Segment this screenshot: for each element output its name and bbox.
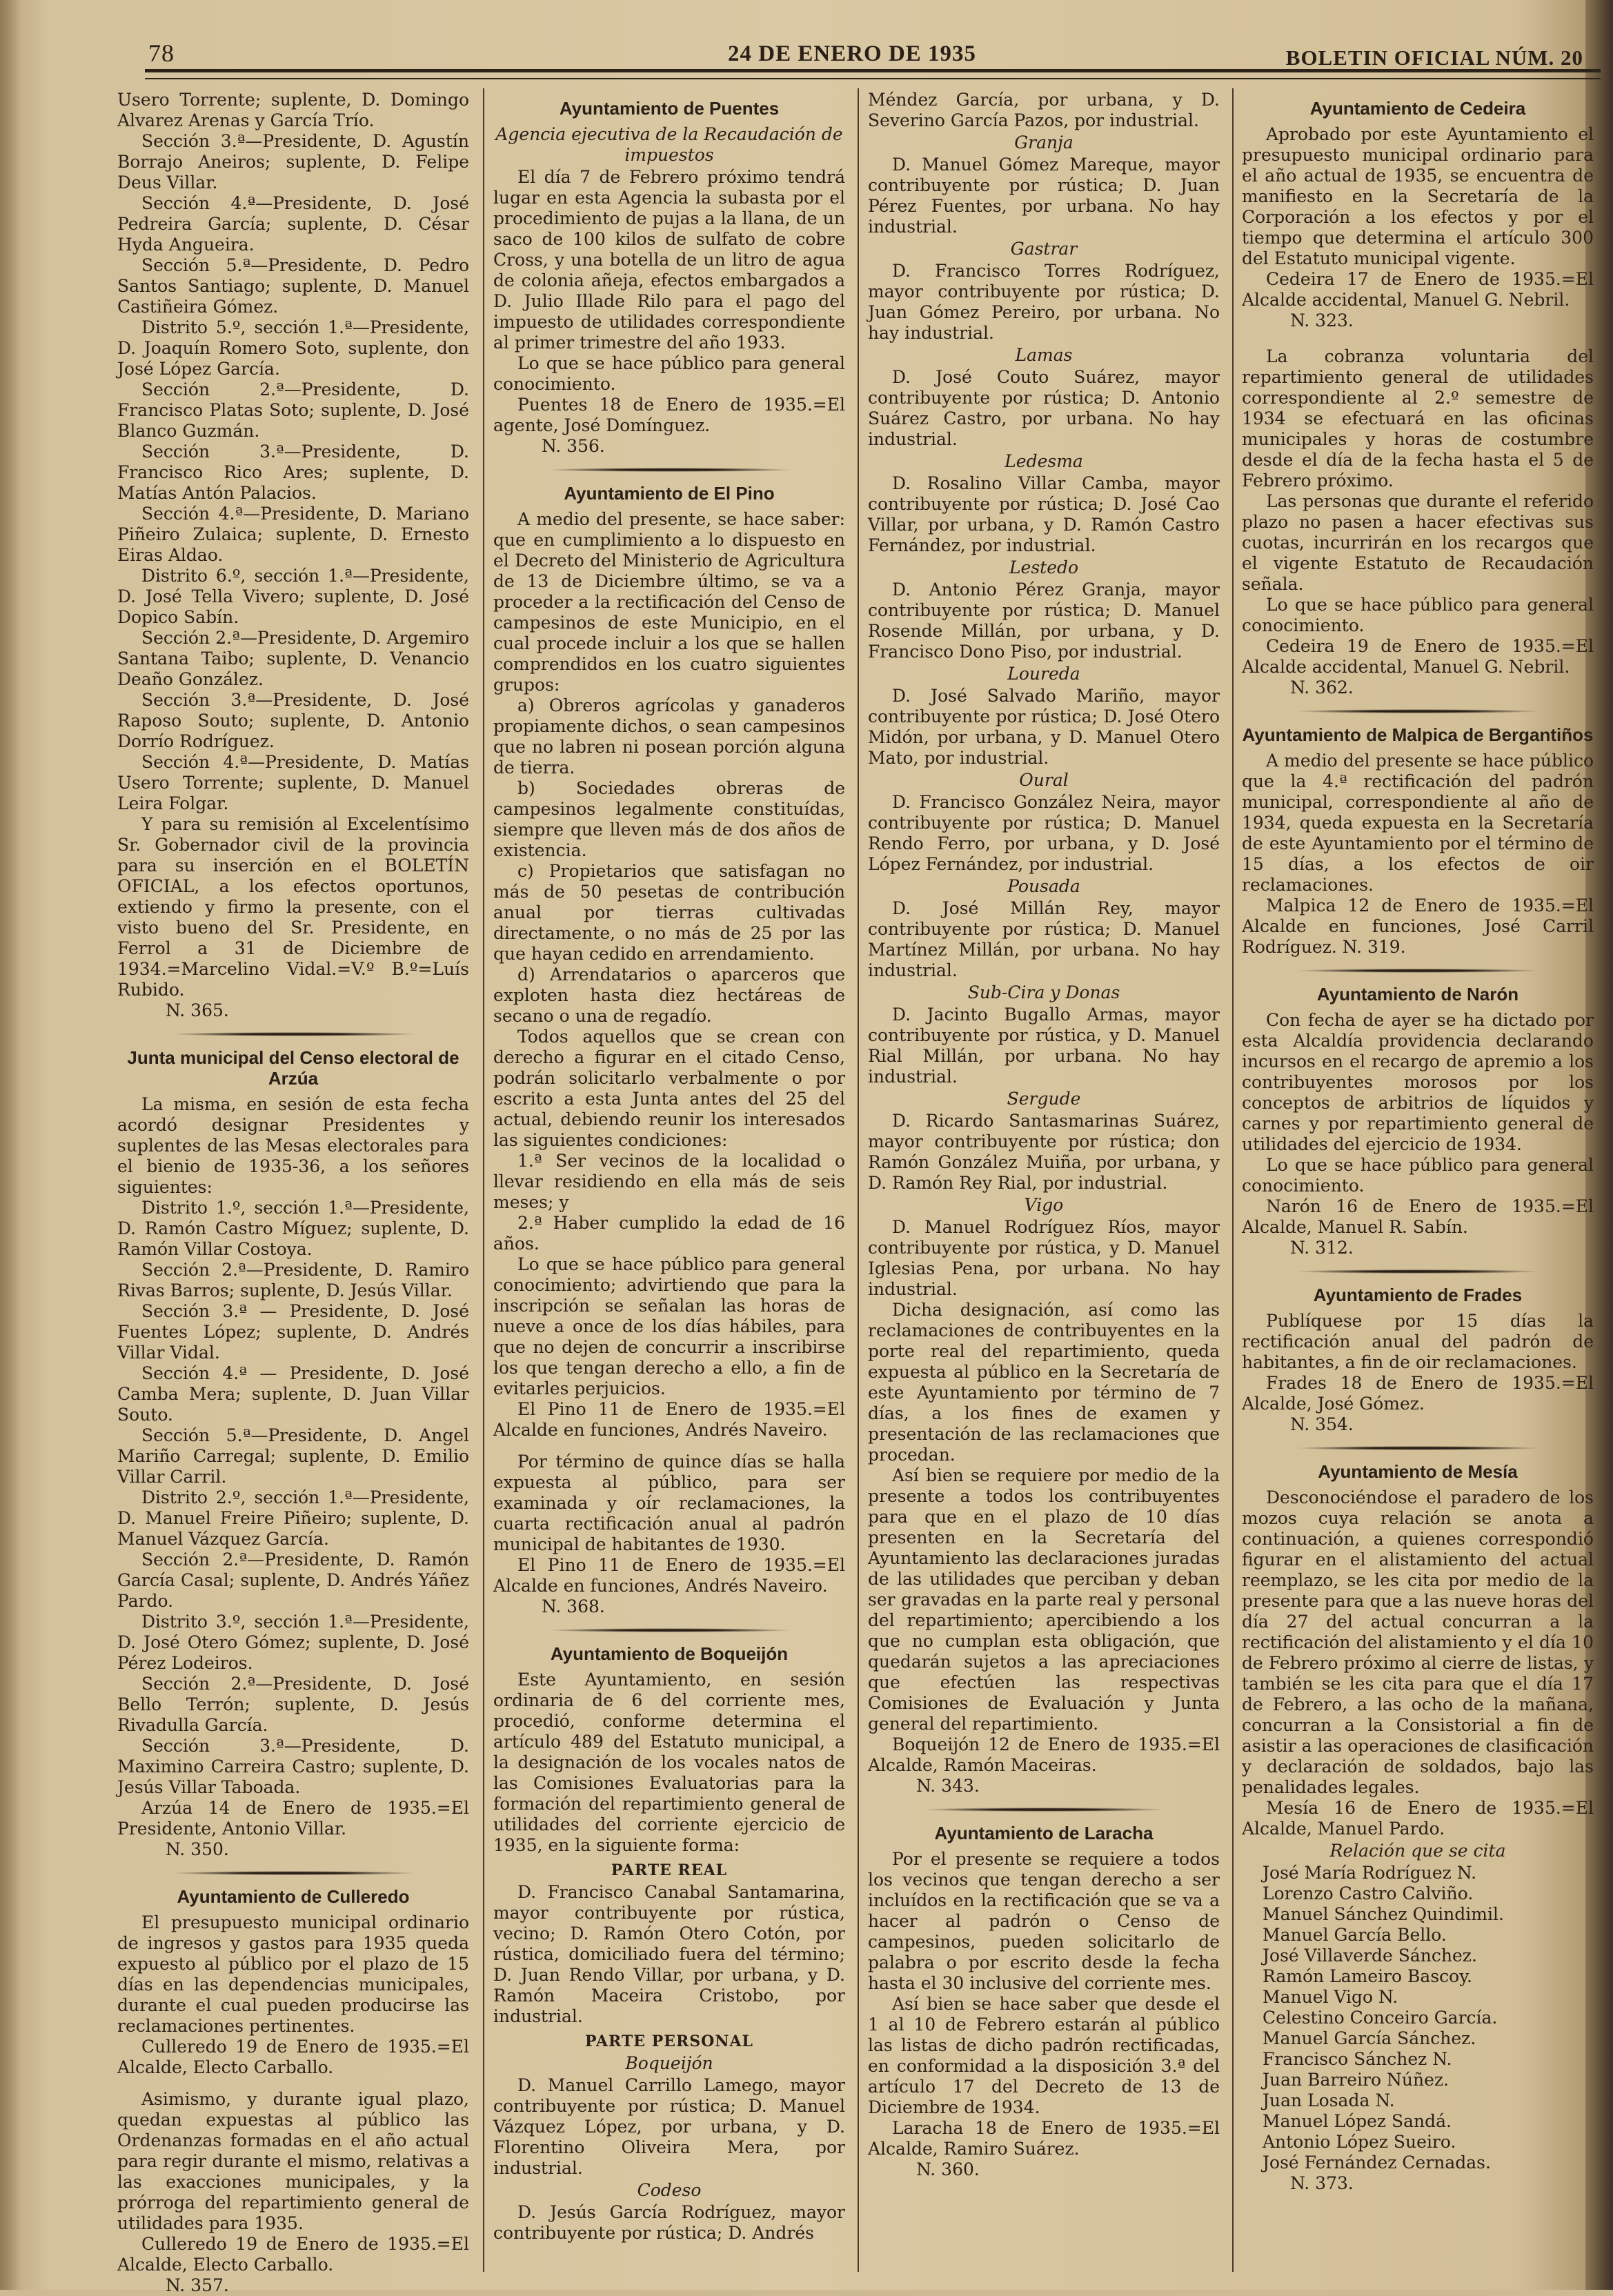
subheading: Loureda: [1007, 664, 1080, 684]
paragraph: Mesía 16 de Enero de 1935.=El Alcalde, Manuel Pardo.: [1242, 1798, 1594, 1839]
paragraph: Malpica 12 de Enero de 1935.=El Alcalde en funciones, José Carril Rodríguez. N. 319.: [1242, 895, 1594, 957]
paragraph: Sección 3.ª — Presidente, D. José Fuentes López; suplente, D. Andrés Villar Vidal.: [117, 1301, 469, 1363]
paragraph: Sección 3.ª—Presidente, D. Agustín Borrajo Aneiros; suplente, D. Felipe Deus Villar.: [117, 131, 469, 192]
paragraph: Puentes 18 de Enero de 1935.=El agente, José Domínguez.: [493, 395, 845, 435]
paragraph: Sección 3.ª—Presidente, D. Maximino Carreira Castro; suplente, D. Jesús Villar Taboada.: [117, 1736, 469, 1797]
section-divider: [546, 465, 793, 475]
publication-title: BOLETIN OFICIAL NÚM. 20: [1285, 46, 1583, 70]
paragraph: D. José Salvado Mariño, mayor contribuyente por rústica; D. José Otero Midón, por urbana, y D. Manuel Otero Mato, por industrial.: [868, 686, 1220, 768]
part-heading: PARTE REAL: [611, 1861, 728, 1879]
paragraph: La cobranza voluntaria del repartimiento general de utilidades correspondiente al 2.º semestre de 1934 se efectuará en las oficinas municipales y horas de costumbre desde el día de la fecha hasta el 5 de Febrero próximo.: [1242, 346, 1594, 491]
section-divider: [1295, 706, 1541, 716]
notice-number: N. 365.: [166, 1000, 229, 1020]
header-rule: [145, 69, 1601, 79]
paragraph: D. Rosalino Villar Camba, mayor contribuyente por rústica; D. José Cao Villar, por urbana, y D. Ramón Castro Fernández, por industrial.: [868, 473, 1220, 555]
paragraph: La misma, en sesión de esta fecha acordó designar Presidentes y suplentes de las Mesas electorales para el bienio de 1935-36, a los señores siguientes:: [117, 1094, 469, 1197]
paragraph: D. José Millán Rey, mayor contribuyente por rústica; D. Manuel Martínez Millán, por urbana. No hay industrial.: [868, 898, 1220, 980]
paragraph: Arzúa 14 de Enero de 1935.=El Presidente, Antonio Villar.: [117, 1798, 469, 1839]
paragraph: Lo que se hace público para general conocimiento; advirtiendo que para la inscripción se señalan las horas de nueve a once de los días hábiles, para que no dejen de concurrir a inscribirse los que tengan derecho a ello, a fin de evitarles perjuicios.: [493, 1254, 845, 1398]
list-item: Antonio López Sueiro.: [1263, 2132, 1456, 2152]
section-divider: [1295, 966, 1541, 976]
list-item: Juan Losada N.: [1263, 2090, 1395, 2110]
notice-number: N. 362.: [1290, 677, 1354, 697]
subheading: Relación que se cita: [1329, 1841, 1506, 1861]
paragraph: 1.ª Ser vecinos de la localidad o llevar residiendo en ella más de seis meses; y: [493, 1151, 845, 1212]
paragraph: c) Propietarios que satisfagan no más de 50 pesetas de contribución anual por tierras cultivadas directamente, o no más de 25 por las que hayan cedido en arrendamiento.: [493, 861, 845, 964]
paragraph: Sección 2.ª—Presidente, D. José Bello Terrón; suplente, D. Jesús Rivadulla García.: [117, 1674, 469, 1735]
paragraph: D. Manuel Rodríguez Ríos, mayor contribuyente por rústica, y D. Manuel Iglesias Pena, por urbana. No hay industrial.: [868, 1217, 1220, 1299]
page-number: 78: [148, 39, 175, 67]
list-item: José María Rodríguez N.: [1263, 1863, 1477, 1883]
page-edge-shadow: [0, 0, 21, 2290]
paragraph: Así bien se requiere por medio de la presente a todos los contribuyentes para que en el plazo de 10 días presenten en la Secretaría del Ayuntamiento las declaraciones juradas de las utilidades que perciban y deban ser gravadas en la parte real y personal del repartimiento; apercibiendo a los que no cumplan esta obligación, que quedarán sujetos a las apreciaciones que efectúen las respectivas Comisiones de Evaluación y Junta general del repartimiento.: [868, 1465, 1220, 1734]
name-list: [1242, 1863, 1594, 2173]
paragraph: Las personas que durante el referido plazo no pasen a hacer efectivas sus cuotas, incurrirán en los recargos que el vigente Estatuto de Recaudación señala.: [1242, 491, 1594, 594]
subheading: Granja: [1014, 132, 1073, 152]
subheading: Sub-Cira y Donas: [967, 982, 1120, 1002]
paragraph: Publíquese por 15 días la rectificación anual del padrón de habitantes, a fin de oir reclamaciones.: [1242, 1311, 1594, 1372]
section-heading: Ayuntamiento de Puentes: [559, 98, 780, 119]
paragraph: Por término de quince días se halla expuesta al público, para ser examinada y oír reclamaciones, la cuarta rectificación anual al padrón municipal de habitantes de 1930.: [493, 1452, 845, 1554]
list-item: José Villaverde Sánchez.: [1263, 1946, 1477, 1966]
section-divider: [1295, 1267, 1541, 1276]
list-item: Juan Barreiro Núñez.: [1263, 2070, 1449, 2090]
paragraph: Distrito 1.º, sección 1.ª—Presidente, D. Ramón Castro Míguez; suplente, D. Ramón Villar Costoya.: [117, 1198, 469, 1259]
paragraph: Lo que se hace público para general conocimiento.: [493, 353, 845, 394]
list-item: Ramón Lameiro Bascoy.: [1263, 1966, 1472, 1986]
paragraph: Cedeira 17 de Enero de 1935.=El Alcalde accidental, Manuel G. Nebril.: [1242, 269, 1594, 310]
list-item: Celestino Conceiro García.: [1263, 2008, 1498, 2028]
paragraph: Este Ayuntamiento, en sesión ordinaria de 6 del corriente mes, procedió, conforme determina el artículo 489 del Estatuto municipal, a la designación de los vocales natos de las Comisiones Evaluatorias para la formación del repartimiento general de utilidades del corriente ejercicio de 1935, en la siguiente forma:: [493, 1670, 845, 1855]
notice-number: N. 312.: [1290, 1238, 1354, 1258]
paragraph: 2.ª Haber cumplido la edad de 16 años.: [493, 1213, 845, 1254]
notice-number: N. 373.: [1290, 2173, 1354, 2193]
paragraph: D. Francisco Torres Rodríguez, mayor contribuyente por rústica; D. Juan Gómez Pereiro, por urbana. No hay industrial.: [868, 261, 1220, 343]
section-heading: Junta municipal del Censo electoral de Arzúa: [127, 1047, 459, 1089]
subheading: Boqueijón: [625, 2053, 713, 2073]
section-heading: Ayuntamiento de Malpica de Bergantiños: [1242, 724, 1594, 745]
section-divider: [170, 1868, 417, 1878]
notice-number: N. 350.: [166, 1839, 229, 1859]
section-heading: Ayuntamiento de Cedeira: [1309, 98, 1526, 119]
column-divider: [483, 88, 484, 2272]
paragraph: Sección 4.ª — Presidente, D. José Camba Mera; suplente, D. Juan Villar Souto.: [117, 1363, 469, 1425]
paragraph: El Pino 11 de Enero de 1935.=El Alcalde en funciones, Andrés Naveiro.: [493, 1555, 845, 1596]
paragraph: Sección 3.ª—Presidente, D. Francisco Rico Ares; suplente, D. Matías Antón Palacios.: [117, 442, 469, 503]
subheading: Agencia ejecutiva de la Recaudación de impuestos: [495, 124, 843, 165]
spacer: [493, 1441, 845, 1452]
paragraph: D. Manuel Gómez Mareque, mayor contribuyente por rústica; D. Juan Pérez Fuentes, por urbana. No hay industrial.: [868, 155, 1220, 237]
list-item: Francisco Sánchez N.: [1263, 2049, 1452, 2069]
paragraph: A medio del presente, se hace saber: que en cumplimiento a lo dispuesto en el Decreto del Ministerio de Agricultura de 13 de Diciembre último, se va a proceder a la rectificación del Censo de campesinos de este Municipio, en el cual procede incluir a los que se hallen comprendidos en los cuatro siguientes grupos:: [493, 509, 845, 695]
paragraph: El presupuesto municipal ordinario de ingresos y gastos para 1935 queda expuesto al público por el plazo de 15 días en las dependencias municipales, durante el cual pueden producirse las reclamaciones pertinentes.: [117, 1912, 469, 2036]
paragraph: A medio del presente se hace público que la 4.ª rectificación del padrón municipal, correspondiente al año de 1934, queda expuesta en la Secretaría de este Ayuntamiento por el término de 15 días, a los efectos de oir reclamaciones.: [1242, 751, 1594, 895]
paragraph: Culleredo 19 de Enero de 1935.=El Alcalde, Electo Carballo.: [117, 2234, 469, 2275]
subheading: Lamas: [1015, 345, 1073, 365]
column-2: [493, 90, 845, 2270]
paragraph: Lo que se hace público para general conocimiento.: [1242, 1155, 1594, 1196]
paragraph: Narón 16 de Enero de 1935.=El Alcalde, Manuel R. Sabín.: [1242, 1196, 1594, 1237]
paragraph: Sección 2.ª—Presidente, D. Argemiro Santana Taibo; suplente, D. Venancio Deaño González.: [117, 628, 469, 689]
paragraph: Por el presente se requiere a todos los vecinos que tengan derecho a ser incluídos en la rectificación que se va a hacer al padrón o Censo de campesinos, pueden solicitarlo de palabra o por escrito desde la fecha hasta el 30 inclusive del corriente mes.: [868, 1849, 1220, 1993]
section-divider: [170, 1029, 417, 1039]
notice-number: N. 323.: [1290, 310, 1354, 330]
paragraph: Desconociéndose el paradero de los mozos cuya relación se anota a continuación, a quienes correspondió figurar en el alistamiento del actual reemplazo, se les cita por medio de la presente para que a las nueve horas del día 27 del actual concurran a la rectificación del alistamiento y el día 10 de Febrero próximo al cierre de listas, y también se les cita para que el día 17 de Febrero, a las ocho de la mañana, concurran a la Consistorial a fin de asistir a las operaciones de clasificación y declaración de soldados, bajo las penalidades legales.: [1242, 1487, 1594, 1797]
notice-number: N. 357.: [166, 2275, 229, 2295]
list-item: Lorenzo Castro Calviño.: [1263, 1883, 1474, 1903]
paragraph: El Pino 11 de Enero de 1935.=El Alcalde en funciones, Andrés Naveiro.: [493, 1399, 845, 1440]
paragraph: Sección 4.ª—Presidente, D. José Pedreira García; suplente, D. César Hyda Angueira.: [117, 193, 469, 255]
section-heading: Ayuntamiento de Culleredo: [177, 1886, 410, 1907]
paragraph: Asimismo, y durante igual plazo, quedan expuestas al público las Ordenanzas formadas en el año actual para regir durante el mismo, relativas a las exacciones municipales, y la prórroga del repartimiento general de utilidades para 1935.: [117, 2089, 469, 2233]
paragraph: Lo que se hace público para general conocimiento.: [1242, 595, 1594, 635]
paragraph: a) Obreros agrícolas y ganaderos propiamente dichos, o sean campesinos que no labren ni posean porción alguna de tierra.: [493, 695, 845, 778]
paragraph: Distrito 3.º, sección 1.ª—Presidente, D. José Otero Gómez; suplente, D. José Pérez Lodeiros.: [117, 1612, 469, 1673]
paragraph: Boqueijón 12 de Enero de 1935.=El Alcalde, Ramón Maceiras.: [868, 1734, 1220, 1775]
paragraph: Méndez García, por urbana, y D. Severino García Pazos, por industrial.: [868, 90, 1220, 130]
subheading: Codeso: [637, 2180, 702, 2200]
paragraph: D. Manuel Carrillo Lamego, mayor contribuyente por rústica; D. Manuel Vázquez López, por urbana, y D. Florentino Oliveira Mera, por industrial.: [493, 2075, 845, 2178]
paragraph: D. Francisco Canabal Santamarina, mayor contribuyente por rústica, vecino; D. Ramón Otero Cotón, por rústica, domiciliado fuera del término; D. Juan Rendo Villar, por urbana, y D. Ramón Maceira Cristobo, por industrial.: [493, 1882, 845, 2026]
subheading: Ledesma: [1005, 451, 1083, 471]
paragraph: Distrito 6.º, sección 1.ª—Presidente, D. José Tella Vivero; suplente, D. José Dopico Sabín.: [117, 566, 469, 627]
paragraph: D. Jacinto Bugallo Armas, mayor contribuyente por rústica, y D. Manuel Rial Millán, por urbana. No hay industrial.: [868, 1004, 1220, 1087]
paragraph: Sección 5.ª—Presidente, D. Pedro Santos Santiago; suplente, D. Manuel Castiñeira Gómez.: [117, 255, 469, 317]
section-divider: [546, 1625, 793, 1635]
subheading: Vigo: [1024, 1195, 1064, 1215]
notice-number: N. 343.: [916, 1776, 980, 1796]
column-1: [117, 90, 469, 2295]
column-4: [1242, 90, 1594, 2270]
paragraph: Sección 2.ª—Presidente, D. Ramiro Rivas Barros; suplente, D. Jesús Villar.: [117, 1260, 469, 1300]
part-heading: PARTE PERSONAL: [584, 2032, 753, 2050]
paragraph: Sección 4.ª—Presidente, D. Mariano Piñeiro Zulaica; suplente, D. Ernesto Eiras Aldao.: [117, 504, 469, 565]
spacer: [1242, 335, 1594, 346]
notice-number: N. 368.: [542, 1596, 605, 1616]
subheading: Oural: [1019, 770, 1069, 790]
paragraph: D. Jesús García Rodríguez, mayor contribuyente por rústica; D. Andrés: [493, 2202, 845, 2243]
paragraph: Así bien se hace saber que desde el 1 al 10 de Febrero estarán al público las listas de dicho padrón rectificadas, en conformidad a la disposición 3.ª del artículo 17 del Decreto de 13 de Diciembre de 1934.: [868, 1994, 1220, 2117]
paragraph: Usero Torrente; suplente, D. Domingo Alvarez Arenas y García Trío.: [117, 90, 469, 130]
column-divider: [1232, 88, 1234, 2272]
paragraph: D. Ricardo Santasmarinas Suárez, mayor contribuyente por rústica; don Ramón González Muiña, por urbana, y D. Ramón Rey Rial, por industrial.: [868, 1111, 1220, 1193]
paragraph: Distrito 2.º, sección 1.ª—Presidente, D. Manuel Freire Piñeiro; suplente, D. Manuel Vázquez García.: [117, 1487, 469, 1549]
section-heading: Ayuntamiento de Laracha: [934, 1823, 1154, 1843]
section-heading: Ayuntamiento de Frades: [1313, 1285, 1523, 1305]
paragraph: Frades 18 de Enero de 1935.=El Alcalde, José Gómez.: [1242, 1373, 1594, 1414]
list-item: Manuel López Sandá.: [1263, 2111, 1452, 2131]
paragraph: Sección 3.ª—Presidente, D. José Raposo Souto; suplente, D. Antonio Dorrío Rodríguez.: [117, 690, 469, 751]
paragraph: Todos aquellos que se crean con derecho a figurar en el citado Censo, podrán solicitarlo verbalmente o por escrito a esta Junta antes del 25 del actual, debiendo reunir los interesados las siguientes condiciones:: [493, 1027, 845, 1150]
section-divider: [921, 1805, 1167, 1814]
paragraph: Aprobado por este Ayuntamiento el presupuesto municipal ordinario para el año actual de 1935, se encuentra de manifiesto en la Secretaría de la Corporación a los efectos y por el tiempo que determina el artículo 300 del Estatuto municipal vigente.: [1242, 124, 1594, 268]
paragraph: Sección 5.ª—Presidente, D. Angel Mariño Carregal; suplente, D. Emilio Villar Carril.: [117, 1425, 469, 1487]
section-heading: Ayuntamiento de Narón: [1316, 984, 1519, 1004]
subheading: Pousada: [1007, 876, 1080, 896]
list-item: Manuel García Bello.: [1263, 1925, 1447, 1945]
paragraph: Sección 4.ª—Presidente, D. Matías Usero Torrente; suplente, D. Manuel Leira Folgar.: [117, 752, 469, 813]
notice-number: N. 354.: [1290, 1414, 1354, 1434]
paragraph: Sección 2.ª—Presidente, D. Ramón García Casal; suplente, D. Andrés Yáñez Pardo.: [117, 1550, 469, 1611]
section-divider: [1295, 1443, 1541, 1453]
column-divider: [858, 88, 859, 2272]
notice-number: N. 360.: [916, 2159, 980, 2179]
subheading: Gastrar: [1010, 239, 1078, 259]
spacer: [117, 2078, 469, 2089]
list-item: Manuel García Sánchez.: [1263, 2028, 1476, 2048]
paragraph: D. José Couto Suárez, mayor contribuyente por rústica; D. Antonio Suárez Castro, por urbana. No hay industrial.: [868, 367, 1220, 449]
paragraph: Culleredo 19 de Enero de 1935.=El Alcalde, Electo Carballo.: [117, 2037, 469, 2077]
paragraph: El día 7 de Febrero próximo tendrá lugar en esta Agencia la subasta por el procedimiento de pujas a la llana, de un saco de 100 kilos de sulfato de cobre Cross, y una botella de un litro de agua de colonia añeja, efectos embargados a D. Julio Illade Rilo para el pago del impuesto de utilidades correspondiente al primer trimestre del año 1933.: [493, 167, 845, 353]
paragraph: Dicha designación, así como las reclamaciones de contribuyentes en la porte real del repartimiento, queda expuesta al público en la Secretaría de este Ayuntamiento por término de 7 días, a los fines de examen y presentación de las reclamaciones que procedan.: [868, 1300, 1220, 1465]
list-item: Manuel Sánchez Quindimil.: [1263, 1904, 1504, 1924]
paragraph: Laracha 18 de Enero de 1935.=El Alcalde, Ramiro Suárez.: [868, 2118, 1220, 2159]
paragraph: Sección 2.ª—Presidente, D. Francisco Platas Soto; suplente, D. José Blanco Guzmán.: [117, 379, 469, 441]
paragraph: D. Francisco González Neira, mayor contribuyente por rústica; D. Manuel Rendo Ferro, por urbana, y D. José López Fernández, por industrial.: [868, 792, 1220, 874]
paragraph: Cedeira 19 de Enero de 1935.=El Alcalde accidental, Manuel G. Nebril.: [1242, 636, 1594, 677]
issue-date: 24 DE ENERO DE 1935: [728, 41, 977, 66]
section-heading: Ayuntamiento de El Pino: [564, 483, 775, 504]
subheading: Lestedo: [1009, 557, 1079, 577]
notice-number: N. 356.: [542, 436, 605, 456]
paragraph: b) Sociedades obreras de campesinos legalmente constituídas, siempre que lleven más de dos años de existencia.: [493, 778, 845, 860]
paragraph: Distrito 5.º, sección 1.ª—Presidente, D. Joaquín Romero Soto, suplente, don José López García.: [117, 317, 469, 379]
paragraph: d) Arrendatarios o aparceros que exploten hasta diez hectáreas de secano o una de regadío.: [493, 964, 845, 1026]
section-heading: Ayuntamiento de Mesía: [1318, 1461, 1518, 1482]
column-3: [868, 90, 1220, 2270]
paragraph: Con fecha de ayer se ha dictado por esta Alcaldía providencia declarando incursos en el recargo de apremio a los contribuyentes morosos por los conceptos de arbitrios de líquidos y carnes y por repartimiento general de utilidades del ejercicio de 1934.: [1242, 1010, 1594, 1154]
subheading: Sergude: [1007, 1089, 1081, 1109]
list-item: José Fernández Cernadas.: [1263, 2152, 1491, 2173]
paragraph: D. Antonio Pérez Granja, mayor contribuyente por rústica; D. Manuel Rosende Millán, por urbana, y D. Francisco Dono Piso, por industrial.: [868, 580, 1220, 662]
page-header: [148, 33, 1583, 75]
paragraph: Y para su remisión al Excelentísimo Sr. Gobernador civil de la provincia para su inserción en el BOLETÍN OFICIAL, a los efectos oportunos, extiendo y firmo la presente, con el visto bueno del Sr. Presidente, en Ferrol a 31 de Diciembre de 1934.=Marcelino Vidal.=V.º B.º=Luís Rubido.: [117, 814, 469, 1000]
section-heading: Ayuntamiento de Boqueijón: [550, 1643, 789, 1664]
list-item: Manuel Vigo N.: [1263, 1987, 1398, 2007]
